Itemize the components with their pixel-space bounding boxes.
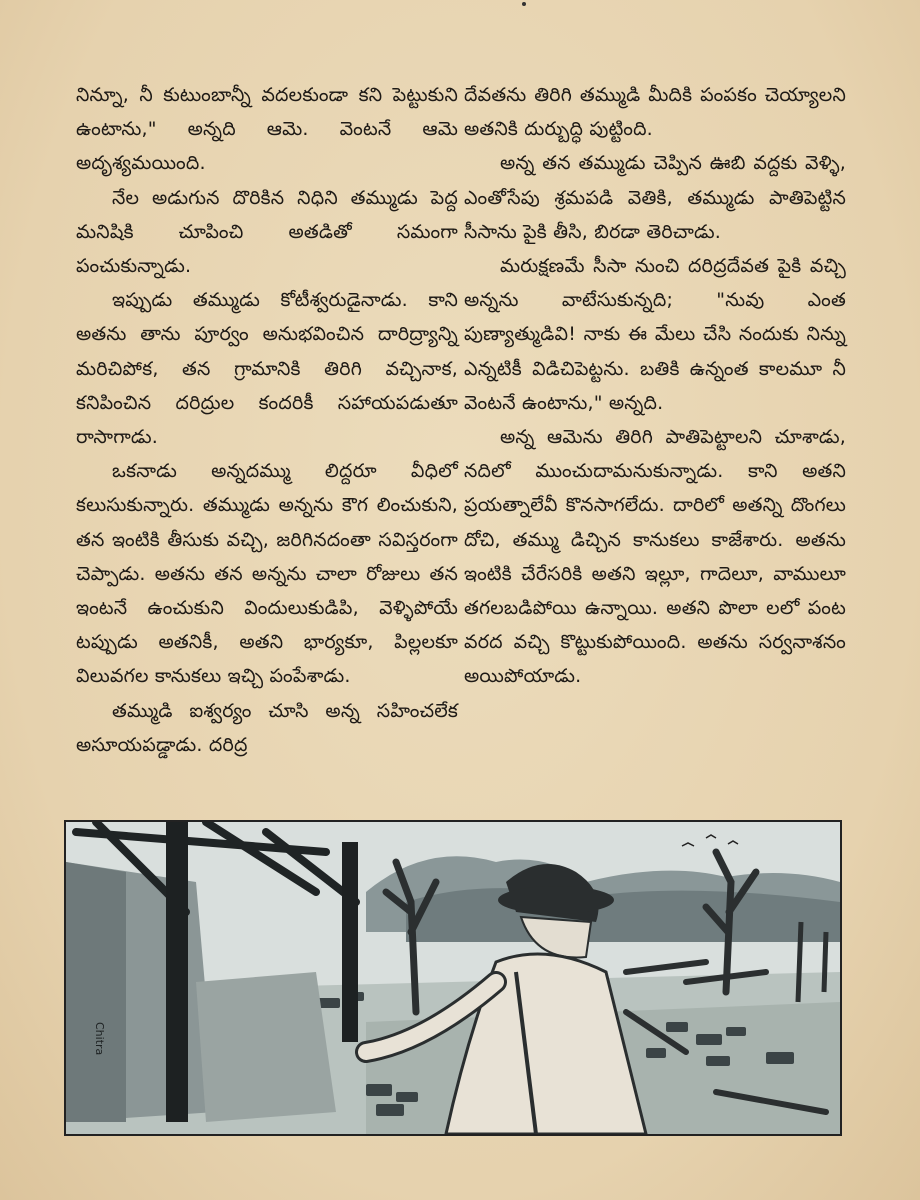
paragraph: తమ్ముడి ఐశ్వర్యం చూసి అన్న సహించలేక అసూయపడ్డాడు. దరిద్ర [76, 699, 458, 756]
left-text-column [76, 78, 458, 762]
page-mark [522, 2, 526, 6]
paragraph: అన్న తన తమ్ముడు చెప్పిన ఊబి వద్దకు వెళ్ళి, ఎంతోసేపు శ్రమపడి వెతికి, తమ్ముడు పాతిపెట్టిన సీసాను పైకి తీసి, బిరడా తెరిచాడు. [464, 152, 846, 243]
ruined-farm-drawing [66, 822, 840, 1134]
story-illustration [64, 820, 842, 1136]
paragraph: ఇప్పుడు తమ్ముడు కోటీశ్వరుడైనాడు. కాని అతను తాను పూర్వం అనుభవించిన దారిద్ర్యాన్ని మరిచిపోక, తన గ్రామానికి తిరిగి వచ్చినాక, కనిపించిన దరిద్రుల కందరికీ సహాయపడుతూ రాసాగాడు. [76, 289, 458, 449]
paragraph: అన్న ఆమెను తిరిగి పాతిపెట్టాలని చూశాడు, నదిలో ముంచుదామనుకున్నాడు. కాని అతని ప్రయత్నాలేవీ కొనసాగలేదు. దారిలో అతన్ని దొంగలు దోచి, తమ్ము డిచ్చిన కానుకలు కాజేశారు. అతను ఇంటికి చేరేసరికి అతని ఇల్లూ, గాదెలూ, వాములూ తగలబడిపోయి ఉన్నాయి. అతని పొలా లలో పంట వరద వచ్చి కొట్టుకుపోయింది. అతను సర్వనాశనం అయిపోయాడు. [464, 426, 846, 688]
right-text-column [464, 78, 846, 694]
paragraph: మరుక్షణమే సీసా నుంచి దరిద్రదేవత పైకి వచ్చి అన్నను వాటేసుకున్నది; "నువు ఎంత పుణ్యాత్ముడివి! నాకు ఈ మేలు చేసి నందుకు నిన్ను ఎన్నటికీ విడిచిపెట్టను. బతికి ఉన్నంత కాలమూ నీ వెంటనే ఉంటాను," అన్నది. [464, 255, 846, 414]
paragraph: దేవతను తిరిగి తమ్ముడి మీదికి పంపకం చెయ్యాలని అతనికి దుర్బుద్ధి పుట్టింది. [464, 84, 846, 141]
paragraph: నేల అడుగున దొరికిన నిధిని తమ్ముడు పెద్ద మనిషికి చూపించి అతడితో సమంగా పంచుకున్నాడు. [76, 186, 458, 278]
paragraph: నిన్నూ, నీ కుటుంబాన్నీ వదలకుండా కని పెట్టుకుని ఉంటాను," అన్నది ఆమె. వెంటనే ఆమె అదృశ్యమయింది. [76, 84, 458, 175]
artist-signature: Chitra [93, 1022, 106, 1056]
paragraph: ఒకనాడు అన్నదమ్ము లిద్దరూ వీధిలో కలుసుకున్నారు. తమ్ముడు అన్నను కౌగ లించుకుని, తన ఇంటికి తీసుకు వచ్చి, జరిగినదంతా సవిస్తరంగా చెప్పాడు. అతను తన అన్నను చాలా రోజులు తన ఇంటనే ఉంచుకుని విందులుకుడిపి, వెళ్ళిపోయే టప్పుడు అతనికీ, అతని భార్యకూ, పిల్లలకూ విలువగల కానుకలు ఇచ్చి పంపేశాడు. [76, 460, 458, 688]
